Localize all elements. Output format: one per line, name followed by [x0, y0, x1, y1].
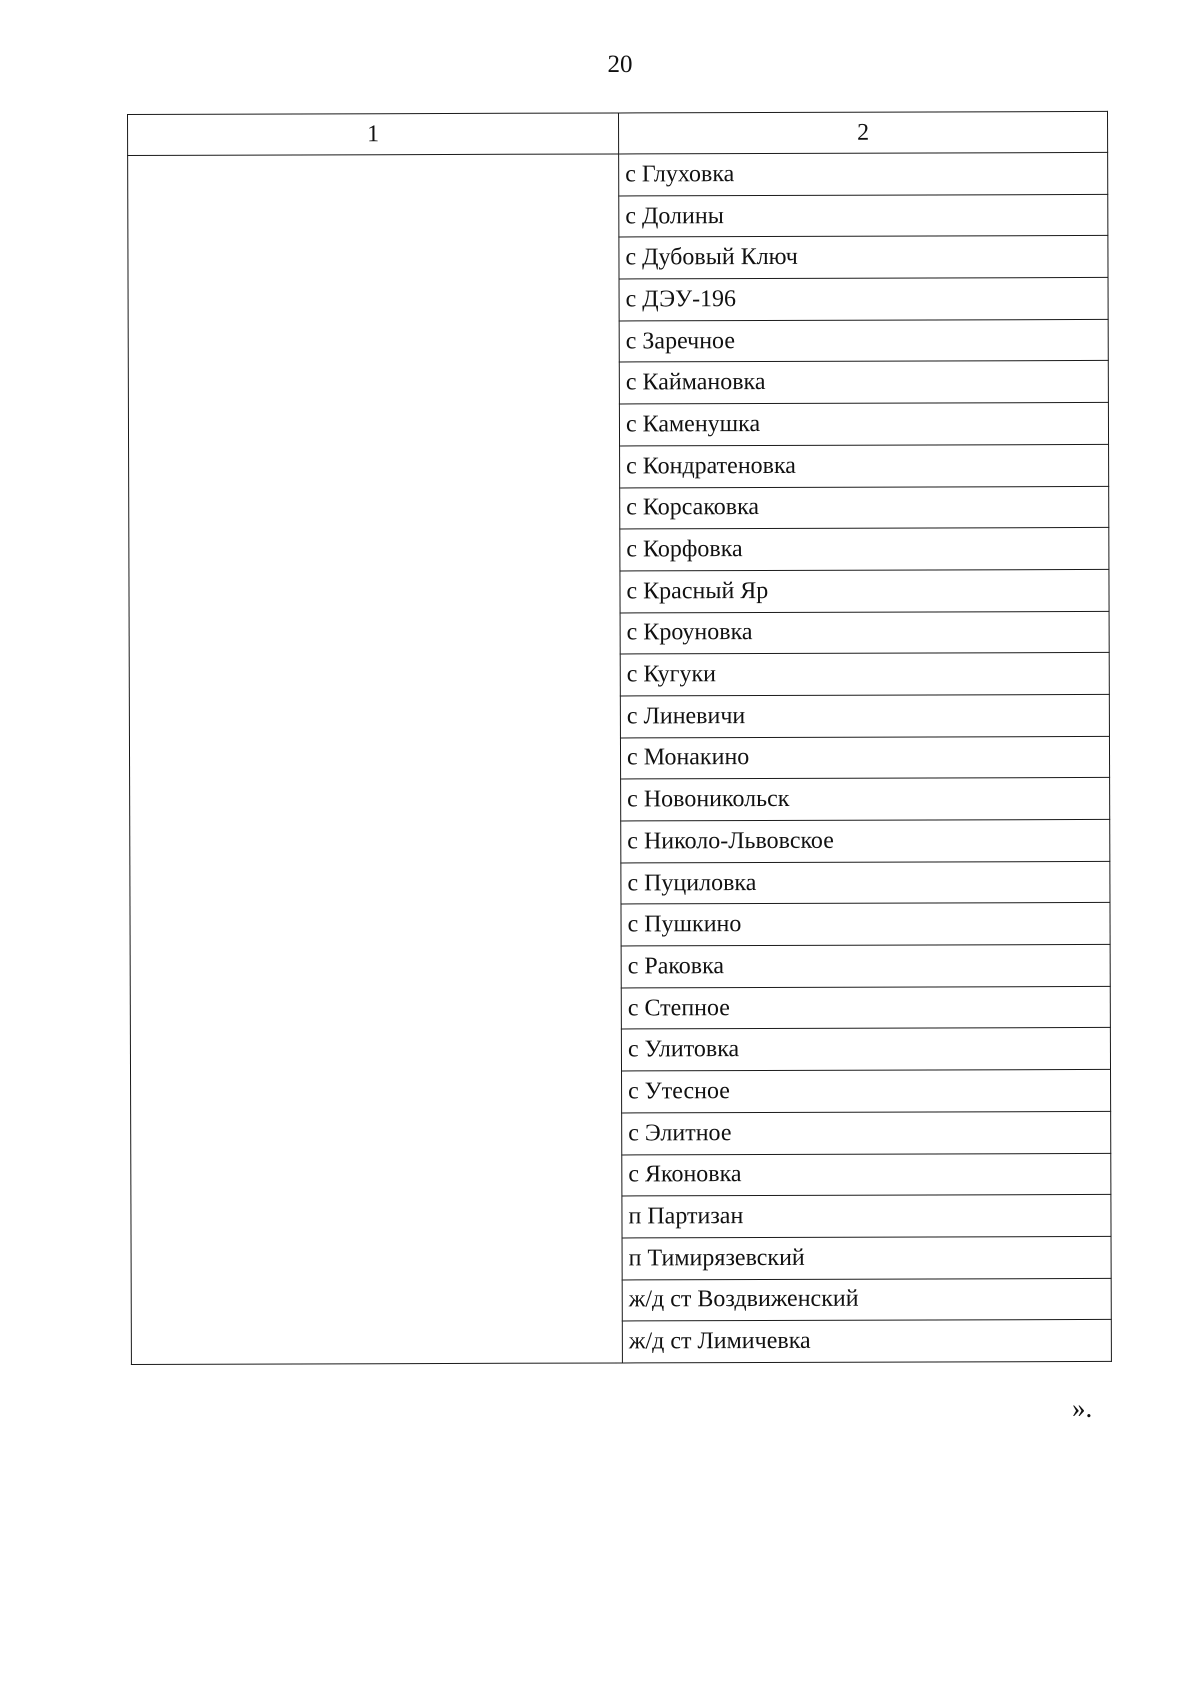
settlement-name-cell: п Партизан: [622, 1195, 1111, 1238]
settlement-name-cell: с Пуциловка: [621, 861, 1110, 904]
settlement-name-cell: с Новоникольск: [621, 778, 1110, 821]
settlement-name-cell: с Заречное: [619, 319, 1108, 362]
settlement-name-cell: с Пушкино: [621, 903, 1110, 946]
settlements-table: [127, 111, 1112, 1365]
settlement-name-cell: ж/д ст Воздвиженский: [622, 1278, 1111, 1321]
closing-quote-mark: ».: [1072, 1393, 1093, 1423]
settlement-name-cell: с Элитное: [622, 1111, 1111, 1154]
settlement-name-cell: с Глуховка: [619, 152, 1108, 195]
settlement-name-cell: с Яконовка: [622, 1153, 1111, 1196]
settlement-name-cell: ж/д ст Лимичевка: [622, 1320, 1111, 1363]
settlement-name-cell: с Долины: [619, 194, 1108, 237]
settlement-name-cell: с Степное: [621, 986, 1110, 1029]
settlement-name-cell: с Красный Яр: [620, 569, 1109, 612]
settlement-name-cell: с Кугуки: [620, 653, 1109, 696]
settlement-name-cell: с Раковка: [621, 944, 1110, 987]
settlement-name-cell: с Утесное: [622, 1070, 1111, 1113]
settlement-name-cell: п Тимирязевский: [622, 1236, 1111, 1279]
table-body: [128, 152, 1112, 1364]
settlement-name-cell: с Дубовый Ключ: [619, 236, 1108, 279]
page-number: 20: [607, 51, 633, 78]
settlement-name-cell: с Улитовка: [621, 1028, 1110, 1071]
settlement-name-cell: с Каймановка: [619, 361, 1108, 404]
settlement-name-cell: с Линевичи: [620, 694, 1109, 737]
table-header-row: [128, 111, 1108, 155]
settlement-name-cell: с Корсаковка: [620, 486, 1109, 529]
column-1-header: 1: [128, 113, 619, 156]
settlement-name-cell: с Николо-Львовское: [621, 819, 1110, 862]
table-row: [128, 152, 1108, 197]
settlement-name-cell: с Кроуновка: [620, 611, 1109, 654]
settlement-name-cell: с ДЭУ-196: [619, 277, 1108, 320]
column-2-header: 2: [618, 111, 1107, 154]
settlement-name-cell: с Корфовка: [620, 528, 1109, 571]
column-1-merged-cell: [128, 154, 623, 1364]
settlement-name-cell: с Монакино: [620, 736, 1109, 779]
settlement-name-cell: с Кондратеновка: [620, 444, 1109, 487]
settlement-name-cell: с Каменушка: [619, 403, 1108, 446]
